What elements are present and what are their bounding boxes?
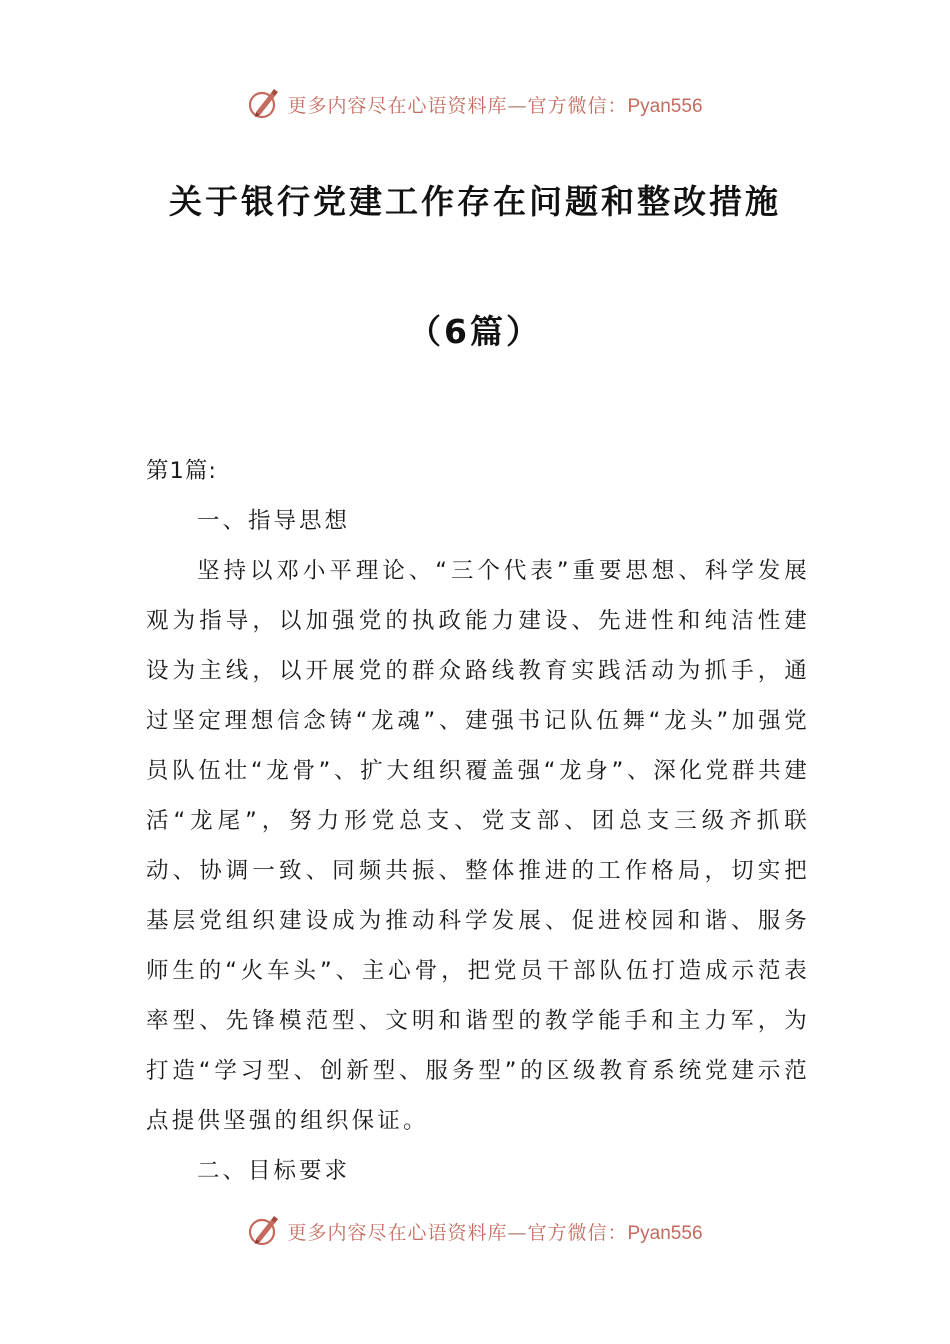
footer-watermark bbox=[0, 1211, 950, 1251]
document-subtitle: （6篇） bbox=[408, 312, 542, 351]
document-body bbox=[146, 446, 810, 1196]
watermark-wechat-id: Pyan556 bbox=[627, 95, 703, 117]
watermark-official: 官方微信： bbox=[527, 94, 628, 117]
pen-logo-icon bbox=[247, 87, 281, 121]
watermark-site: 更多内容尽在心语资料库 bbox=[287, 1221, 508, 1244]
document-title: 关于银行党建工作存在问题和整改措施 bbox=[169, 182, 781, 221]
watermark-text bbox=[287, 1218, 702, 1245]
watermark-site: 更多内容尽在心语资料库 bbox=[287, 94, 508, 117]
pen-logo-icon bbox=[247, 1214, 281, 1248]
watermark-official: 官方微信： bbox=[527, 1221, 628, 1244]
header-watermark bbox=[0, 84, 950, 124]
section-heading-2: 二、目标要求 bbox=[197, 1158, 351, 1184]
section-paragraph-1: 坚持以邓小平理论、“三个代表”重要思想、科学发展观为指导，以加强党的执政能力建设、先进性和纯洁性建设为主线，以开展党的群众路线教育实践活动为抓手，通过坚定理想信念铸“龙魂”、建强书记队伍舞“龙头”加强党员队伍壮“龙骨”、扩大组织覆盖强“龙身”、深化党群共建活“龙尾”，努力形党总支、党支部、团总支三级齐抓联动、协调一致、同频共振、整体推进的工作格局，切实把基层党组织建设成为推动科学发展、促进校园和谐、服务师生的“火车头”、主心骨，把党员干部队伍打造成示范表率型、先锋模范型、文明和谐型的教学能手和主力军，为打造“学习型、创新型、服务型”的区级教育系统党建示范点提供坚强的组织保证。 bbox=[146, 558, 810, 1134]
watermark-separator: — bbox=[507, 94, 528, 117]
section-heading-1: 一、指导思想 bbox=[197, 508, 351, 534]
watermark-wechat-id: Pyan556 bbox=[627, 1222, 703, 1244]
watermark-text bbox=[287, 91, 702, 118]
watermark-separator: — bbox=[507, 1221, 528, 1244]
part-label: 第1篇: bbox=[146, 458, 217, 484]
